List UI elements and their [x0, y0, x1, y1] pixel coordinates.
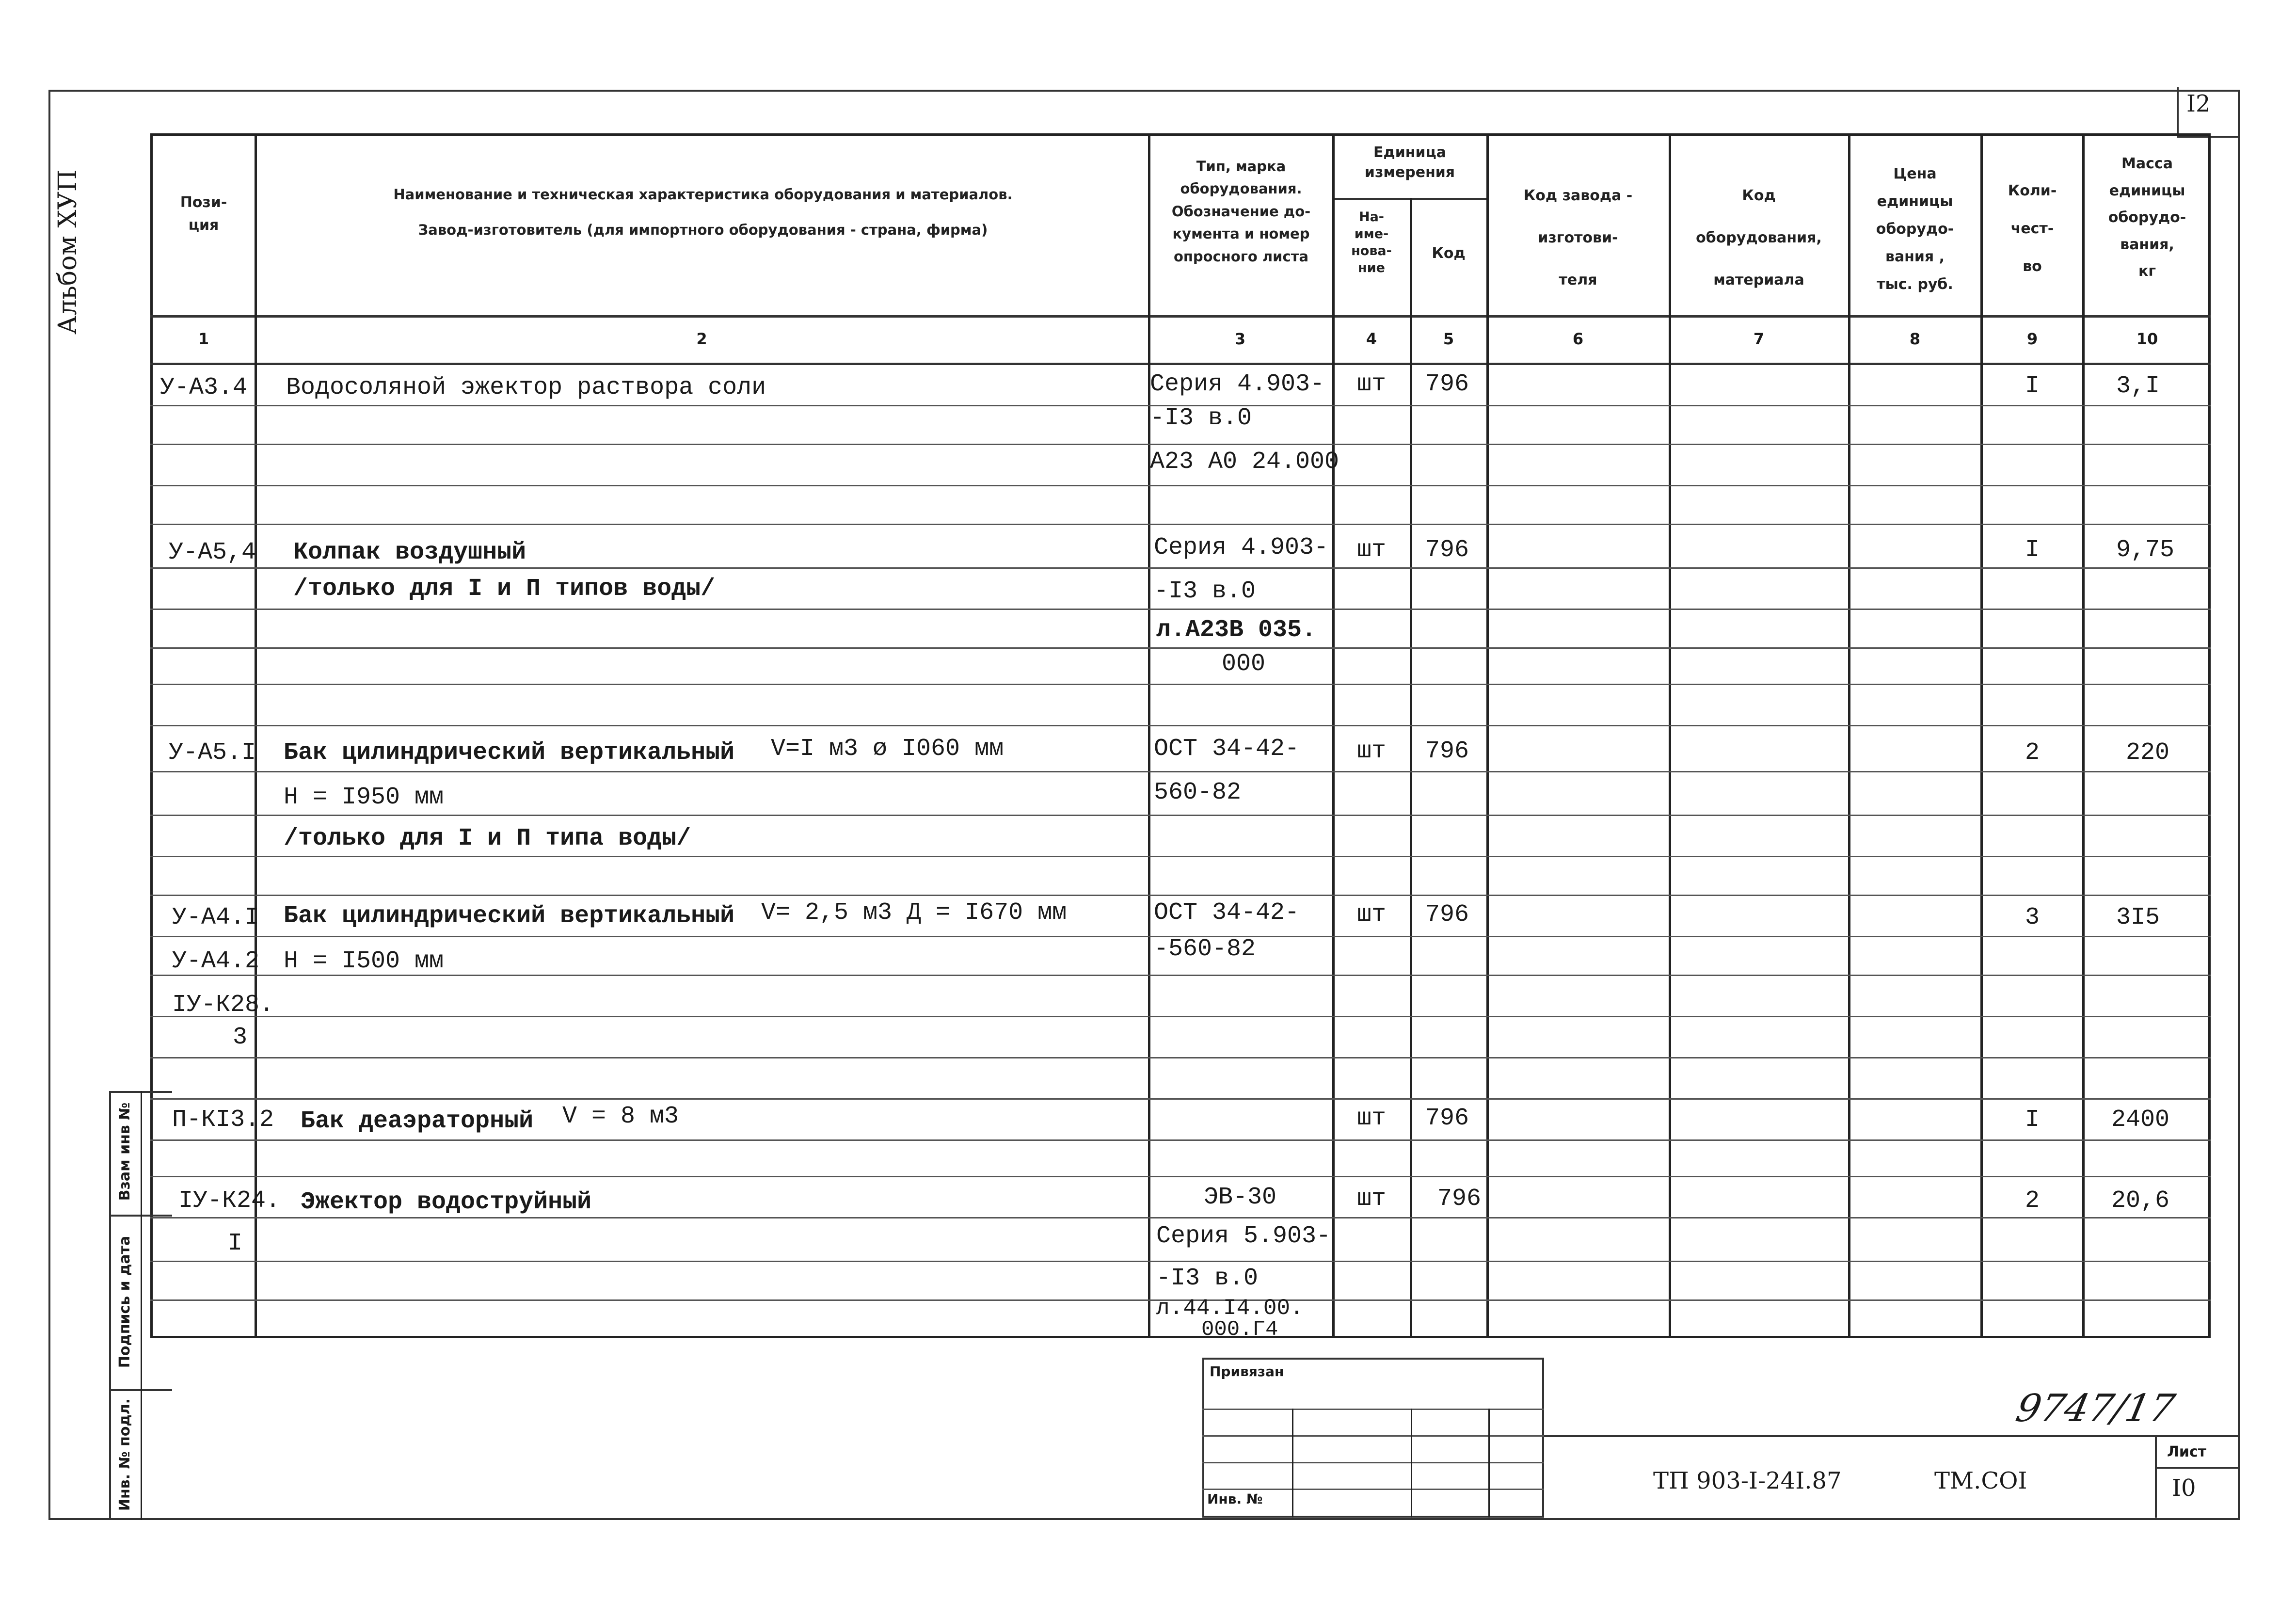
col-line-5 [1486, 133, 1489, 1338]
bound-col [1488, 1409, 1490, 1518]
row1-type-1: Серия 4.903- [1150, 370, 1325, 398]
row-rule [150, 895, 2211, 896]
side-label-podpis: Подпись и дата [116, 1235, 133, 1368]
row5-mass: 2400 [2111, 1106, 2170, 1134]
col1-header: Пози- ция [180, 194, 227, 234]
bound-rule [1202, 1435, 1544, 1437]
col6-header: Код завода - изготови- теля [1523, 187, 1633, 289]
row5-name-2: V = 8 м3 [562, 1103, 679, 1130]
col2-header: Наименование и техническая характеристика оборудования и материалов. Завод-изготовитель (для импортного оборудования - страна, фирма) [393, 186, 1013, 238]
col-line-7 [1848, 133, 1850, 1338]
bound-col [1411, 1409, 1412, 1518]
handwritten-number: 9747/17 [2012, 1387, 2179, 1430]
col9-header: Коли- чест- во [2008, 182, 2057, 275]
col-line-9 [2082, 133, 2085, 1338]
colnum-3: 3 [1234, 330, 1246, 348]
row4-pos-1: У-А4.I [172, 904, 260, 931]
row-rule [150, 485, 2211, 486]
row3-name-1: Бак цилиндрический вертикальный [284, 739, 735, 767]
bound-col [1292, 1409, 1293, 1518]
row5-name-1: Бак деаэраторный [301, 1107, 534, 1135]
col10-header: Масса единицы оборудо- вания, кг [2108, 155, 2186, 280]
row6-name: Эжектор водоструйный [301, 1188, 592, 1216]
row-rule [150, 684, 2211, 685]
row2-code: 796 [1425, 536, 1469, 564]
row3-name-3: Н = I950 мм [284, 784, 444, 811]
row4-type-1: ОСТ 34-42- [1154, 899, 1300, 927]
row1-pos: У-А3.4 [160, 374, 248, 401]
row2-pos: У-А5,4 [169, 539, 256, 566]
row4-name-1: Бак цилиндрический вертикальный [284, 902, 735, 930]
col-line-3 [1332, 133, 1335, 1338]
row3-mass: 220 [2126, 739, 2170, 767]
row5-qty: I [2025, 1106, 2040, 1134]
side-divider [141, 1091, 142, 1520]
row2-type-1: Серия 4.903- [1154, 534, 1329, 561]
row2-unit: шт [1356, 536, 1386, 564]
row6-pos-1: IУ-К24. [178, 1187, 281, 1215]
row4-type-2: -560-82 [1154, 935, 1256, 963]
colnum-6: 6 [1572, 330, 1584, 348]
row6-type-5: 000.Г4 [1201, 1317, 1278, 1342]
sheet-number: I0 [2172, 1475, 2196, 1502]
unit-group-rule [1332, 198, 1486, 200]
row2-name-2: /только для I и П типов воды/ [293, 575, 716, 603]
row6-qty: 2 [2025, 1187, 2040, 1215]
row2-qty: I [2025, 536, 2040, 564]
row3-qty: 2 [2025, 739, 2040, 767]
row-rule [150, 1016, 2211, 1017]
row-rule [150, 856, 2211, 857]
colnum-4: 4 [1366, 330, 1377, 348]
unit-group-header: Единица измерения [1364, 144, 1455, 181]
side-label-inv: Инв. № подл. [116, 1398, 133, 1511]
colnum-5: 5 [1443, 330, 1454, 348]
row3-pos: У-А5.I [169, 739, 256, 767]
colnum-2: 2 [696, 330, 707, 348]
row-rule [150, 567, 2211, 569]
row2-mass: 9,75 [2116, 536, 2175, 564]
row-rule [150, 444, 2211, 445]
bound-rule [1202, 1489, 1544, 1490]
row6-type-2: Серия 5.903- [1156, 1222, 1331, 1250]
row6-code: 796 [1437, 1185, 1482, 1213]
row1-mass: 3,I [2116, 372, 2160, 400]
col8-header: Цена единицы оборудо- вания , тыс. руб. [1876, 165, 1954, 293]
row-rule [150, 1057, 2211, 1058]
sheet-box-rule [2155, 1467, 2240, 1469]
row4-pos-4: 3 [233, 1024, 248, 1051]
colnum-8: 8 [1909, 330, 1921, 348]
row3-type-2: 560-82 [1154, 779, 1242, 806]
row3-type-1: ОСТ 34-42- [1154, 735, 1300, 763]
row2-type-3: л.А23В 035. [1156, 616, 1317, 644]
colnum-10: 10 [2136, 330, 2158, 348]
row6-pos-2: I [228, 1230, 243, 1257]
row-rule [150, 1176, 2211, 1177]
row3-code: 796 [1425, 737, 1469, 765]
row-rule [150, 647, 2211, 649]
col-line-2 [1148, 133, 1150, 1338]
row4-name-3: Н = I500 мм [284, 947, 444, 975]
row-rule [150, 1098, 2211, 1100]
colnum-7: 7 [1753, 330, 1765, 348]
row4-qty: 3 [2025, 904, 2040, 931]
inv-label: Инв. № [1207, 1491, 1263, 1507]
doc-mark: ТМ.СОI [1934, 1467, 2027, 1494]
col-line-8 [1980, 133, 1983, 1338]
colnum-rule [150, 363, 2211, 365]
bound-rule [1202, 1462, 1544, 1463]
row-rule [150, 815, 2211, 816]
side-label-vzam: Взам инв № [116, 1102, 133, 1201]
header-rule [150, 315, 2211, 318]
col3-header: Тип, марка оборудования. Обозначение до- кумента и номер опросного листа [1171, 158, 1311, 265]
row4-pos-3: IУ-К28. [172, 991, 274, 1019]
row-rule [150, 1139, 2211, 1141]
album-label: Альбом ХУП [53, 169, 82, 335]
row-rule [150, 1261, 2211, 1262]
row3-name-4: /только для I и П типа воды/ [284, 825, 691, 852]
row6-unit: шт [1356, 1185, 1386, 1213]
row3-name-2: V=I м3 ø I060 мм [771, 735, 1004, 763]
bound-label: Привязан [1210, 1363, 1284, 1379]
row1-code: 796 [1425, 370, 1469, 398]
bound-rule [1202, 1409, 1544, 1410]
row-rule [150, 609, 2211, 610]
colnum-9: 9 [2026, 330, 2038, 348]
col-line-6 [1669, 133, 1671, 1338]
row3-unit: шт [1356, 737, 1386, 765]
sheet-label: Лист [2167, 1443, 2207, 1460]
row-rule [150, 1217, 2211, 1218]
col5-header: Код [1432, 245, 1466, 262]
row2-name-1: Колпак воздушный [293, 539, 526, 566]
row2-type-4: 000 [1222, 650, 1266, 678]
col-line-1 [255, 133, 257, 1338]
row-rule [150, 771, 2211, 772]
row6-mass: 20,6 [2111, 1187, 2170, 1215]
title-rule [1544, 1435, 2240, 1437]
col4-header: На- име- нова- ние [1351, 209, 1392, 276]
row1-type-3: А23 А0 24.000 [1150, 448, 1339, 476]
row1-type-2: -I3 в.0 [1150, 404, 1252, 432]
row4-unit: шт [1356, 901, 1386, 929]
col-line-4 [1410, 198, 1412, 1338]
row5-pos: П-КI3.2 [172, 1106, 274, 1134]
row4-name-2: V= 2,5 м3 Д = I670 мм [761, 899, 1067, 927]
row-rule [150, 725, 2211, 726]
page-number: I2 [2186, 90, 2211, 117]
row6-type-4: л.44.I4.00. [1156, 1296, 1304, 1321]
row4-code: 796 [1425, 901, 1469, 929]
row6-type-1: ЭВ-30 [1203, 1184, 1277, 1211]
colnum-1: 1 [198, 330, 209, 348]
row-rule [150, 524, 2211, 525]
row5-code: 796 [1425, 1105, 1469, 1132]
row4-pos-2: У-А4.2 [172, 947, 260, 975]
doc-number: ТП 903-I-24I.87 [1653, 1467, 1842, 1494]
row2-type-2: -I3 в.0 [1154, 577, 1256, 605]
row1-qty: I [2025, 372, 2040, 400]
row-rule [150, 975, 2211, 976]
row4-mass: 3I5 [2116, 904, 2160, 931]
row1-name: Водосоляной эжектор раствора соли [286, 374, 766, 401]
row5-unit: шт [1356, 1105, 1386, 1132]
col7-header: Код оборудования, материала [1696, 187, 1822, 289]
row6-type-3: -I3 в.0 [1156, 1265, 1259, 1292]
row1-unit: шт [1356, 370, 1386, 398]
